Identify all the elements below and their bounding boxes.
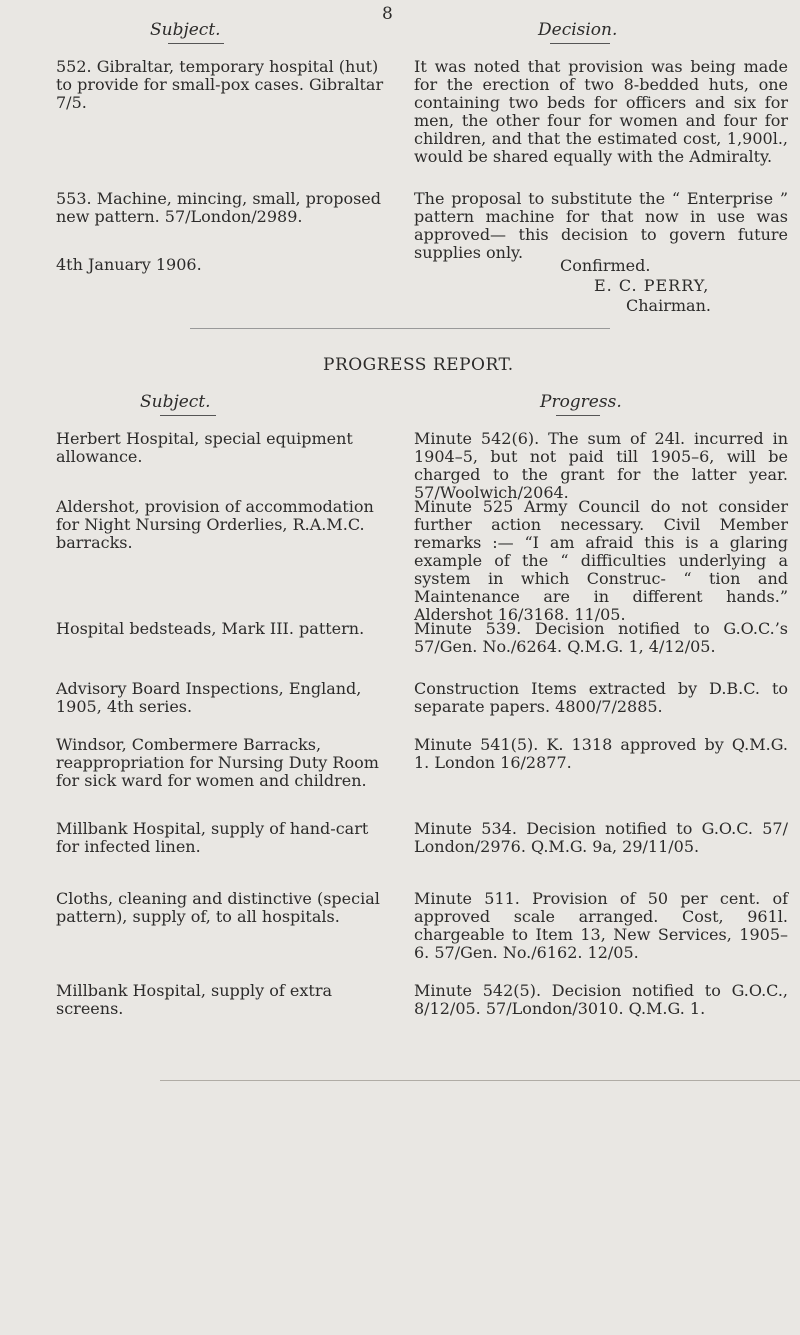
subject-heading: Subject.	[150, 20, 221, 40]
progress-subject-3: Hospital bedsteads, Mark III. pattern.	[56, 619, 365, 638]
progress-subject-2: Aldershot, provision of accommodation for Night Nursing Orderlies, R.A.M.C. barracks.	[56, 497, 374, 552]
bottom-rule	[160, 1080, 800, 1081]
progress-subject-rule	[160, 415, 216, 416]
progress-subject-5: Windsor, Combermere Barracks, reappropriation for Nursing Duty Room for sick ward for women and children.	[56, 735, 379, 790]
signatory-name: E. C. PERRY,	[594, 276, 710, 295]
subject-item-552: 552. Gibraltar, temporary hospital (hut) to provide for small-pox cases. Gibraltar 7/5.	[56, 57, 384, 112]
progress-subject-6: Millbank Hospital, supply of hand-cart for infected linen.	[56, 819, 369, 856]
progress-entry-8: Minute 542(5). Decision notified to G.O.C., 8/12/05. 57/London/3010. Q.M.G. 1.	[414, 981, 788, 1018]
decision-item-553: The proposal to substitute the “ Enterprise ” pattern machine for that now in use was approved— this decision to govern future supplies only.	[414, 189, 788, 262]
subject-item-553: 553. Machine, mincing, small, proposed new pattern. 57/London/2989.	[56, 189, 381, 226]
confirmed-label: Confirmed.	[560, 256, 651, 275]
progress-heading-rule	[556, 415, 600, 416]
progress-subject-heading: Subject.	[140, 392, 211, 412]
progress-subject-4: Advisory Board Inspections, England, 1905, 4th series.	[56, 679, 362, 716]
meeting-date: 4th January 1906.	[56, 255, 202, 274]
progress-entry-4: Construction Items extracted by D.B.C. to separate papers. 4800/7/2885.	[414, 679, 788, 716]
progress-entry-1: Minute 542(6). The sum of 24l. incurred in 1904–5, but not paid till 1905–6, will be charged to the grant for the latter year. 57/Woolwich/2064.	[414, 429, 788, 502]
progress-entry-2: Minute 525 Army Council do not consider further action necessary. Civil Member remarks :— “I am afraid this is a glaring example of the “ difficulties underlying a system in which Construc- “ tion and Maintenance are in different hands.” Aldershot 16/3168. 11/05.	[414, 497, 788, 624]
progress-subject-7: Cloths, cleaning and distinctive (special pattern), supply of, to all hospitals.	[56, 889, 380, 926]
decision-heading: Decision.	[538, 20, 618, 40]
section-divider	[190, 328, 610, 329]
subject-heading-rule	[168, 43, 224, 44]
progress-entry-7: Minute 511. Provision of 50 per cent. of approved scale arranged. Cost, 961l. chargeable to Item 13, New Services, 1905–6. 57/Gen. No./6162. 12/05.	[414, 889, 788, 962]
progress-report-title: PROGRESS REPORT.	[323, 355, 514, 375]
progress-subject-1: Herbert Hospital, special equipment allowance.	[56, 429, 353, 466]
progress-heading: Progress.	[540, 392, 622, 412]
page-number: 8	[382, 4, 393, 24]
progress-entry-5: Minute 541(5). K. 1318 approved by Q.M.G. 1. London 16/2877.	[414, 735, 788, 772]
signatory-title: Chairman.	[626, 296, 711, 315]
progress-subject-8: Millbank Hospital, supply of extra screens.	[56, 981, 333, 1018]
decision-heading-rule	[550, 43, 610, 44]
decision-item-552: It was noted that provision was being made for the erection of two 8-bedded huts, one containing two beds for officers and six for men, the other four for women and four for children, and that the estimated cost, 1,900l., would be shared equally with the Admiralty.	[414, 57, 788, 166]
progress-entry-6: Minute 534. Decision notified to G.O.C. 57/ London/2976. Q.M.G. 9a, 29/11/05.	[414, 819, 788, 856]
progress-entry-3: Minute 539. Decision notified to G.O.C.’s 57/Gen. No./6264. Q.M.G. 1, 4/12/05.	[414, 619, 788, 656]
